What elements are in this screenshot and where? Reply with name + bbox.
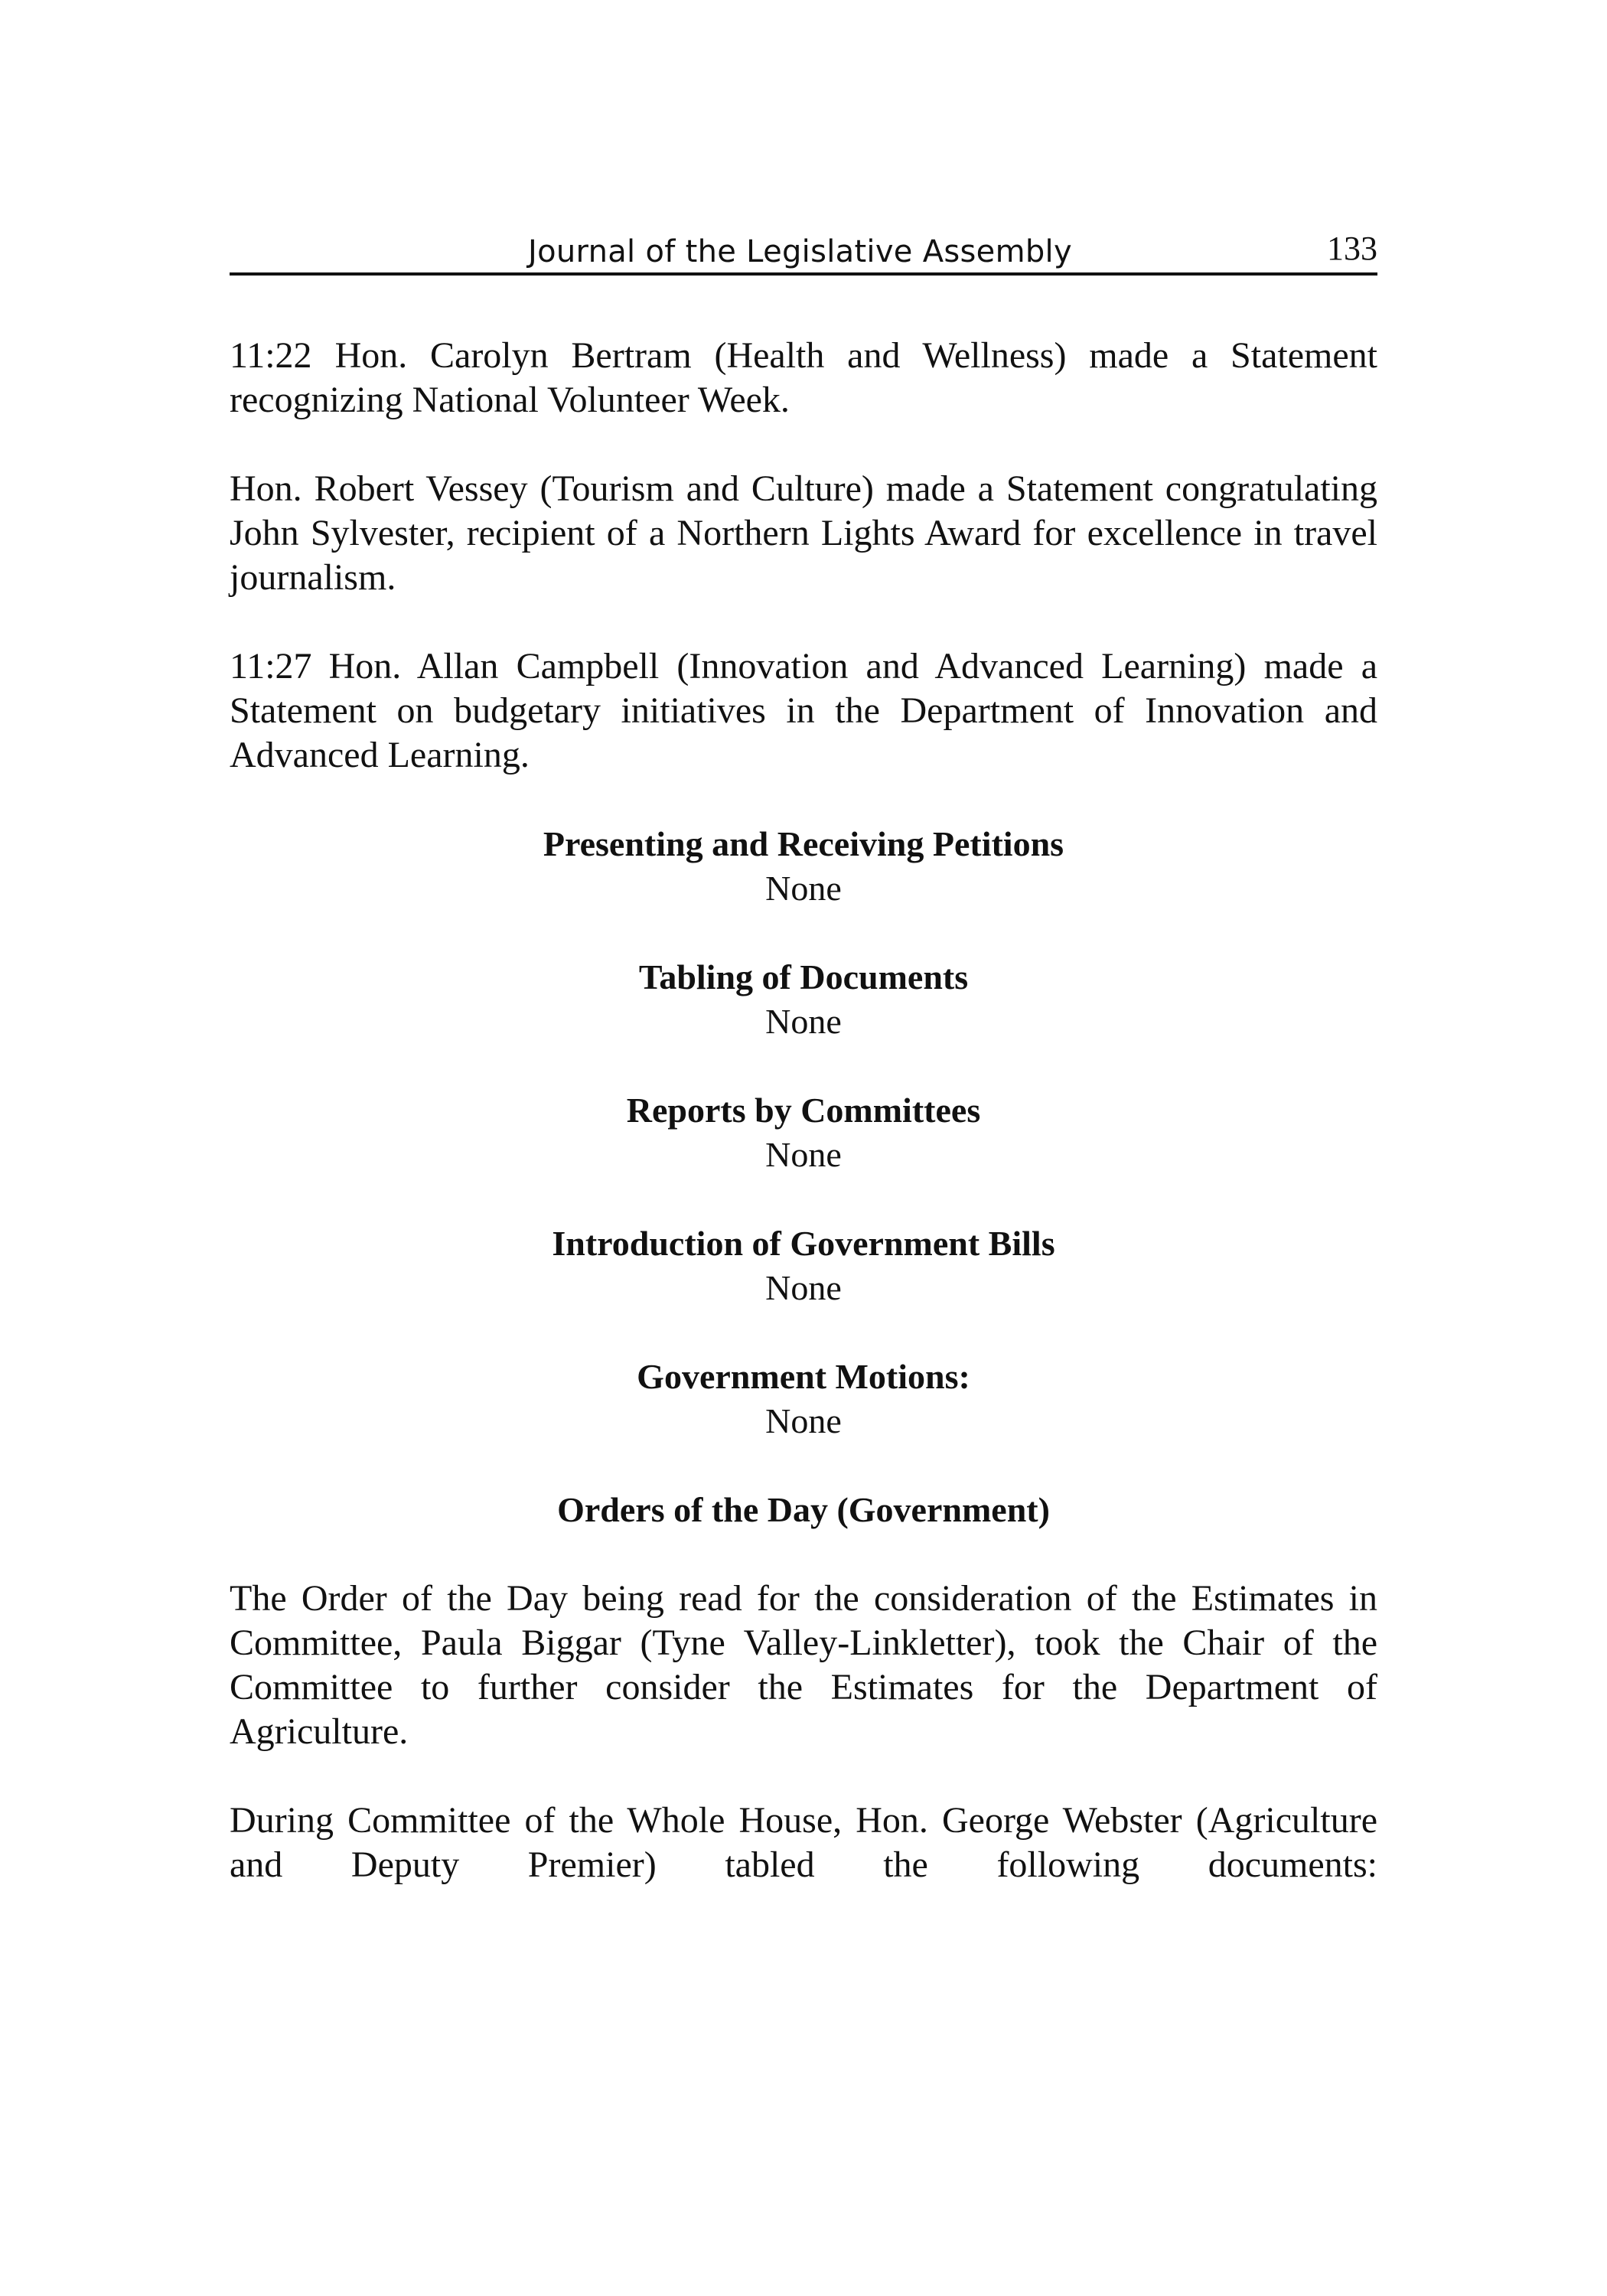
statement-text: Hon. Allan Campbell (Innovation and Advanced Learning) made a Statement on budgetary initiatives in the Department of Innovation and Advanced Learning. <box>230 646 1377 775</box>
section-body: None <box>765 1401 842 1440</box>
section-government-motions <box>230 1355 1377 1443</box>
running-header <box>230 222 1377 276</box>
section-body: None <box>765 1002 842 1041</box>
statement-paragraph <box>230 467 1377 600</box>
statement-paragraph <box>230 644 1377 778</box>
journal-title: Journal of the Legislative Assembly <box>528 234 1072 269</box>
section-government-bills <box>230 1221 1377 1310</box>
page-number: 133 <box>1327 230 1377 267</box>
journal-page <box>230 222 1377 1887</box>
section-petitions <box>230 822 1377 911</box>
section-heading: Presenting and Receiving Petitions <box>543 824 1064 863</box>
section-reports-by-committees <box>230 1088 1377 1177</box>
section-heading: Government Motions: <box>637 1357 970 1396</box>
body-paragraph: The Order of the Day being read for the consideration of the Estimates in Committee, Paula Biggar (Tyne Valley-Linkletter), took the Chair of the Committee to further consider the Estimates for the Department of Agriculture. <box>230 1578 1377 1752</box>
statement-time: 11:27 <box>230 646 312 687</box>
journal-body <box>230 334 1377 1887</box>
section-heading: Introduction of Government Bills <box>552 1224 1055 1263</box>
statement-text: Hon. Carolyn Bertram (Health and Wellness) made a Statement recognizing National Volunteer Week. <box>230 335 1377 420</box>
statement-paragraph <box>230 334 1377 422</box>
section-tabling-of-documents <box>230 955 1377 1044</box>
section-body: None <box>765 869 842 908</box>
section-heading: Reports by Committees <box>626 1091 981 1130</box>
section-body: None <box>765 1135 842 1174</box>
statement-time: 11:22 <box>230 335 312 376</box>
statement-text: Hon. Robert Vessey (Tourism and Culture) made a Statement congratulating John Sylvester, recipient of a Northern Lights Award for excellence in travel journalism. <box>230 468 1377 598</box>
section-body: None <box>765 1268 842 1307</box>
section-heading: Tabling of Documents <box>638 957 969 996</box>
section-heading: Orders of the Day (Government) <box>557 1490 1050 1529</box>
section-orders-of-the-day <box>230 1488 1377 1532</box>
body-paragraph: During Committee of the Whole House, Hon. George Webster (Agriculture and Deputy Premier) tabled the following documents: <box>230 1800 1377 1885</box>
